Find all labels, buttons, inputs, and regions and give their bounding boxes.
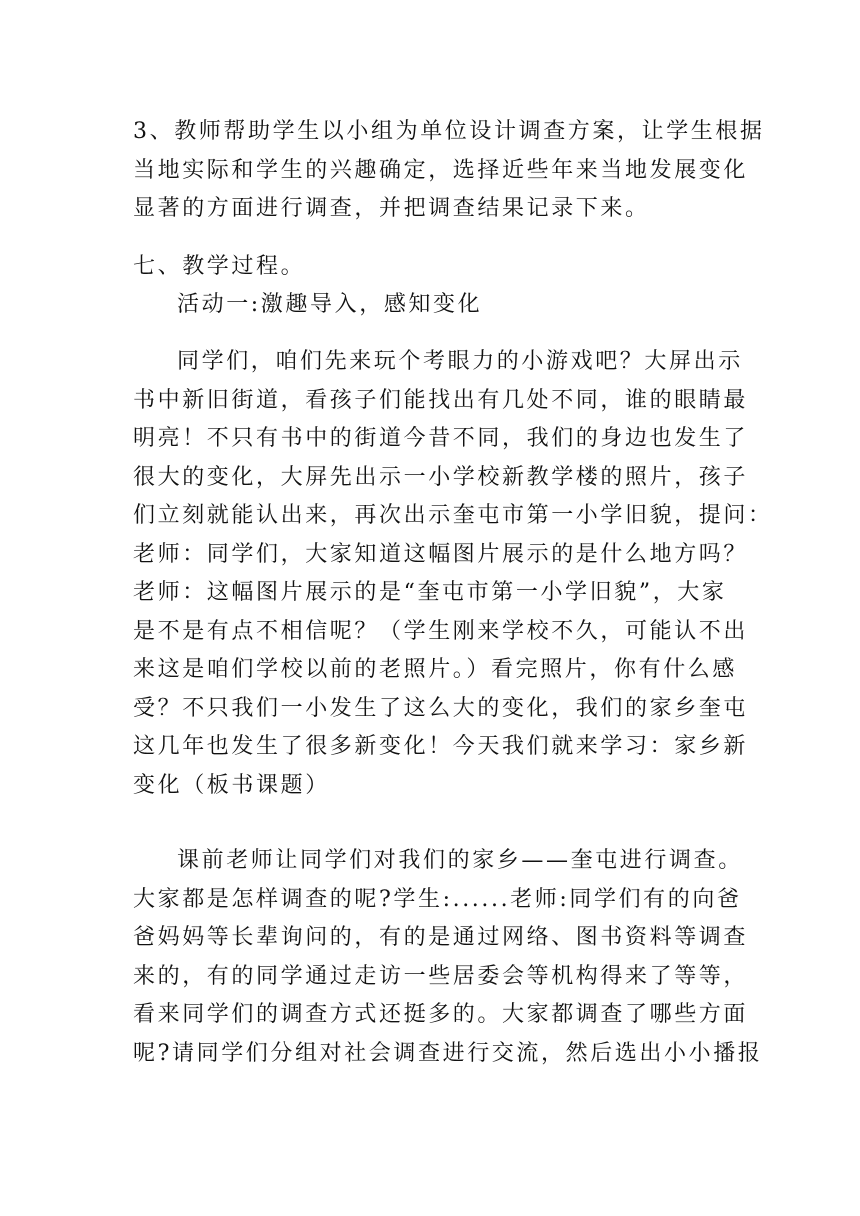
section-heading bbox=[133, 248, 723, 287]
text-line: 们立刻就能认出来，再次出示奎屯市第一小学旧貌，提问： bbox=[133, 503, 773, 528]
text-line: 这几年也发生了很多新变化！今天我们就来学习：家乡新 bbox=[133, 734, 749, 759]
heading-text: 七、教学过程。 bbox=[133, 254, 306, 279]
text-line: 爸妈妈等长辈询问的，有的是通过网络、图书资料等调查 bbox=[133, 925, 749, 950]
text-line: 3、教师帮助学生以小组为单位设计调查方案，让学生根据 bbox=[133, 119, 765, 144]
activity-title bbox=[133, 286, 723, 325]
paragraph-activity-intro bbox=[133, 343, 773, 805]
paragraph-survey-plan bbox=[133, 113, 765, 229]
text-line: 明亮！不只有书中的街道今昔不同，我们的身边也发生了 bbox=[133, 426, 749, 451]
text-line: 课前老师让同学们对我们的家乡——奎屯进行调查。 bbox=[177, 848, 743, 873]
text-line: 是不是有点不相信呢？（学生刚来学校不久，可能认不出 bbox=[133, 618, 749, 644]
text-line: 书中新旧街道，看孩子们能找出有几处不同，谁的眼睛最 bbox=[133, 387, 749, 413]
text-line: 受？不只我们一小发生了这么大的变化，我们的家乡奎屯 bbox=[133, 695, 749, 721]
text-line: 看来同学们的调查方式还挺多的。大家都调查了哪些方面 bbox=[133, 1002, 749, 1027]
paragraph-survey-discussion bbox=[133, 842, 763, 1073]
text-line: 显著的方面进行调查，并把调查结果记录下来。 bbox=[133, 196, 650, 221]
text-line: 很大的变化，大屏先出示一小学校新教学楼的照片，孩子 bbox=[133, 464, 749, 490]
text-line: 来这是咱们学校以前的老照片。）看完照片，你有什么感 bbox=[133, 657, 738, 682]
text-line: 老师：这幅图片展示的是“奎屯市第一小学旧貌”，大家 bbox=[133, 580, 727, 605]
text-line: 呢?请同学们分组对社会调查进行交流，然后选出小小播报 bbox=[133, 1040, 763, 1066]
text-line: 来的，有的同学通过走访一些居委会等机构得来了等等， bbox=[133, 963, 749, 989]
text-line: 当地实际和学生的兴趣确定，选择近些年来当地发展变化 bbox=[133, 157, 749, 183]
text-line: 大家都是怎样调查的呢?学生:......老师:同学们有的向爸 bbox=[133, 886, 742, 912]
text-line: 老师：同学们，大家知道这幅图片展示的是什么地方吗？ bbox=[133, 541, 749, 567]
text-line: 同学们，咱们先来玩个考眼力的小游戏吧？大屏出示 bbox=[177, 349, 743, 374]
text-line: 变化（板书课题） bbox=[133, 772, 330, 798]
activity-title-text: 活动一:激趣导入，感知变化 bbox=[177, 292, 483, 317]
